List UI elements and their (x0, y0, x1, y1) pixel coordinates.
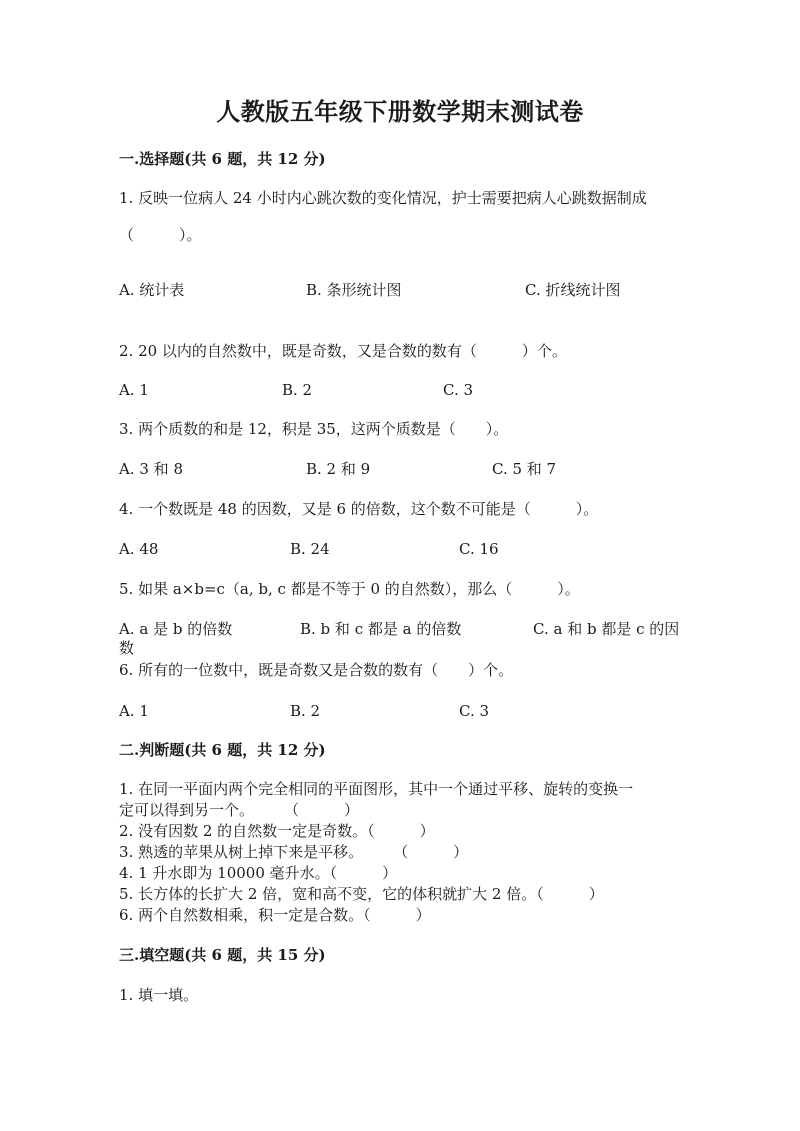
option-b: B. b 和 c 都是 a 的倍数 (300, 620, 462, 638)
judgement-item: 1. 在同一平面内两个完全相同的平面图形，其中一个通过平移、旋转的变换一 (119, 780, 634, 798)
option-b: B. 2 和 9 (306, 460, 371, 478)
question-text: 1. 反映一位病人 24 小时内心跳次数的变化情况，护士需要把病人心跳数据制成 (119, 189, 647, 207)
page-title: 人教版五年级下册数学期末测试卷 (216, 97, 584, 126)
option-c: C. 3 (443, 381, 474, 399)
section-heading-choice: 一.选择题(共 6 题，共 12 分) (119, 150, 326, 168)
judgement-item: 4. 1 升水即为 10000 毫升水。（ ） (119, 864, 398, 882)
option-b: B. 2 (282, 381, 313, 399)
option-b: B. 条形统计图 (306, 281, 402, 299)
option-a: A. 48 (119, 540, 159, 558)
question-answer-blank: （ ）。 (119, 226, 202, 244)
judgement-item: 3. 熟透的苹果从树上掉下来是平移。 （ ） (119, 843, 469, 861)
judgement-item: 5. 长方体的长扩大 2 倍，宽和高不变，它的体积就扩大 2 倍。（ ） (119, 885, 604, 903)
question-text: 4. 一个数既是 48 的因数，又是 6 的倍数，这个数不可能是（ ）。 (119, 500, 599, 518)
option-c: C. a 和 b 都是 c 的因 (533, 620, 680, 638)
section-heading-fill-in: 三.填空题(共 6 题，共 15 分) (119, 946, 326, 964)
option-a: A. 3 和 8 (119, 460, 183, 478)
option-c-wrap: 数 (119, 639, 135, 657)
option-c: C. 16 (459, 540, 499, 558)
option-a: A. 1 (119, 381, 149, 399)
option-c: C. 折线统计图 (525, 281, 621, 299)
judgement-item-continued: 定可以得到另一个。 （ ） (119, 801, 360, 819)
question-text: 2. 20 以内的自然数中，既是奇数，又是合数的数有（ ）个。 (119, 342, 567, 360)
option-c: C. 3 (459, 702, 490, 720)
judgement-item: 6. 两个自然数相乘，积一定是合数。（ ） (119, 906, 431, 924)
judgement-item: 2. 没有因数 2 的自然数一定是奇数。（ ） (119, 822, 435, 840)
option-a: A. 统计表 (119, 281, 185, 299)
option-b: B. 24 (290, 540, 330, 558)
fill-in-item: 1. 填一填。 (119, 986, 199, 1004)
option-a: A. 1 (119, 702, 149, 720)
option-a: A. a 是 b 的倍数 (119, 620, 233, 638)
section-heading-judgement: 二.判断题(共 6 题，共 12 分) (119, 741, 326, 759)
question-text: 3. 两个质数的和是 12，积是 35，这两个质数是（ ）。 (119, 420, 509, 438)
question-text: 5. 如果 a×b=c（a, b, c 都是不等于 0 的自然数），那么（ ）。 (119, 580, 580, 598)
option-b: B. 2 (290, 702, 321, 720)
question-text: 6. 所有的一位数中，既是奇数又是合数的数有（ ）个。 (119, 661, 514, 679)
option-c: C. 5 和 7 (492, 460, 557, 478)
